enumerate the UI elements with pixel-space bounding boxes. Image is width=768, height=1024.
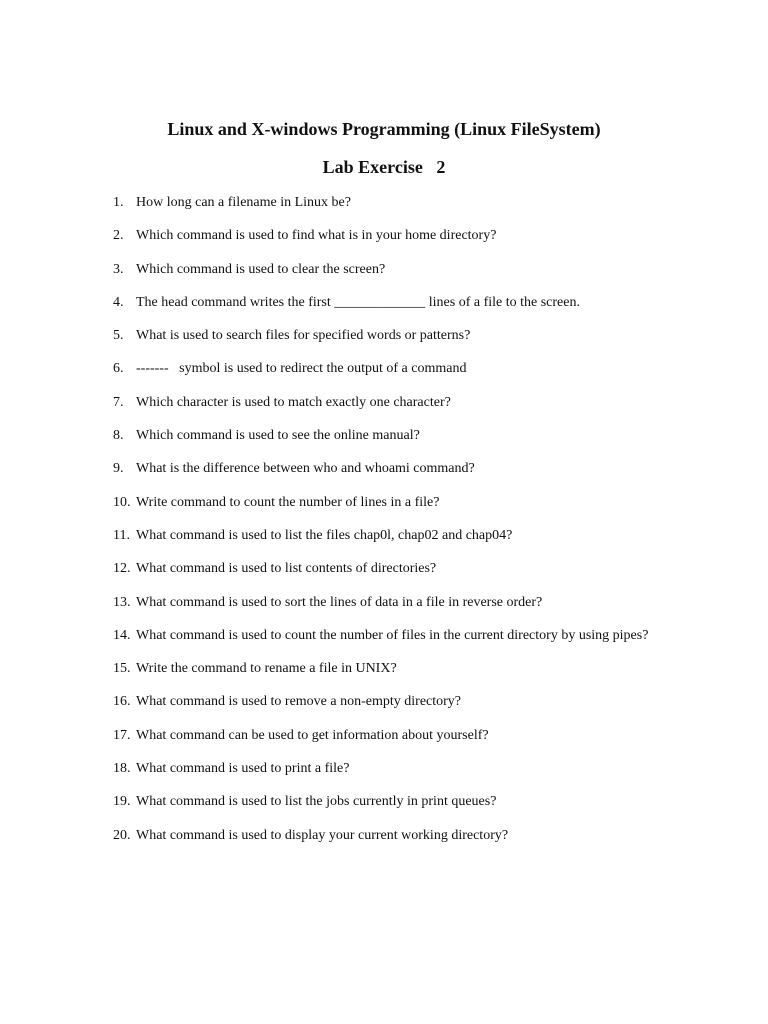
question-item bbox=[113, 793, 673, 811]
question-number: 18. bbox=[113, 761, 131, 777]
question-text: How long can a filename in Linux be? bbox=[136, 195, 351, 210]
document-subtitle: Lab Exercise 2 bbox=[322, 157, 446, 177]
question-item bbox=[113, 327, 673, 345]
question-item bbox=[113, 494, 673, 512]
question-item bbox=[113, 294, 673, 312]
question-number: 10. bbox=[113, 494, 131, 510]
question-number: 9. bbox=[113, 461, 124, 477]
question-item bbox=[113, 693, 673, 711]
question-number: 16. bbox=[113, 694, 131, 710]
question-text: Which command is used to find what is in your home directory? bbox=[136, 228, 497, 244]
question-text: What command is used to sort the lines of data in a file in reverse order? bbox=[136, 594, 543, 610]
question-item bbox=[113, 394, 673, 412]
question-number: 19. bbox=[113, 794, 131, 810]
question-text: Write the command to rename a file in UNIX? bbox=[136, 661, 397, 677]
question-item bbox=[113, 760, 673, 778]
question-item bbox=[113, 227, 673, 245]
question-number: 7. bbox=[113, 394, 124, 410]
question-text: What is used to search files for specified words or patterns? bbox=[136, 328, 471, 344]
question-item bbox=[113, 560, 673, 578]
question-text: ------- symbol is used to redirect the output of a command bbox=[136, 361, 467, 377]
question-item bbox=[113, 427, 673, 445]
question-number: 5. bbox=[113, 328, 124, 344]
question-item bbox=[113, 727, 673, 745]
question-item bbox=[113, 660, 673, 678]
question-item bbox=[113, 594, 673, 612]
question-number: 12. bbox=[113, 561, 131, 577]
question-number: 11. bbox=[113, 527, 130, 543]
question-text: The head command writes the first _____________ lines of a file to the screen. bbox=[136, 294, 580, 310]
question-text: What command is used to print a file? bbox=[136, 761, 350, 777]
question-text: Which command is used to see the online manual? bbox=[136, 428, 420, 444]
question-text: What command can be used to get information about yourself? bbox=[136, 727, 489, 743]
question-list bbox=[113, 194, 673, 860]
question-number: 14. bbox=[113, 627, 131, 643]
question-text: What command is used to remove a non-empty directory? bbox=[136, 694, 462, 710]
question-number: 4. bbox=[113, 294, 124, 310]
question-number: 15. bbox=[113, 661, 131, 677]
question-item bbox=[113, 360, 673, 378]
question-item bbox=[113, 460, 673, 478]
question-text: Which character is used to match exactly one character? bbox=[136, 394, 451, 410]
question-text: Write command to count the number of lines in a file? bbox=[136, 494, 440, 510]
question-text: What command is used to list contents of directories? bbox=[136, 561, 437, 577]
question-item bbox=[113, 827, 673, 845]
question-number: 8. bbox=[113, 428, 124, 444]
question-number: 3. bbox=[113, 261, 124, 277]
question-number: 20. bbox=[113, 827, 131, 843]
document-title: Linux and X-windows Programming (Linux FileSystem) bbox=[167, 119, 601, 139]
question-item bbox=[113, 527, 673, 545]
question-number: 6. bbox=[113, 361, 124, 377]
question-text: What is the difference between who and whoami command? bbox=[136, 461, 475, 477]
question-item bbox=[113, 194, 673, 212]
question-text: What command is used to list the jobs currently in print queues? bbox=[136, 794, 497, 810]
question-number: 2. bbox=[113, 228, 124, 244]
question-number: 1. bbox=[113, 195, 124, 210]
question-item bbox=[113, 627, 673, 645]
question-text: What command is used to display your current working directory? bbox=[136, 827, 509, 843]
question-text: What command is used to count the number of files in the current directory by using pipes? bbox=[136, 627, 649, 643]
question-text: What command is used to list the files chap0l, chap02 and chap04? bbox=[136, 527, 513, 543]
question-number: 13. bbox=[113, 594, 131, 610]
question-text: Which command is used to clear the screen? bbox=[136, 261, 386, 277]
question-item bbox=[113, 261, 673, 279]
question-number: 17. bbox=[113, 727, 131, 743]
